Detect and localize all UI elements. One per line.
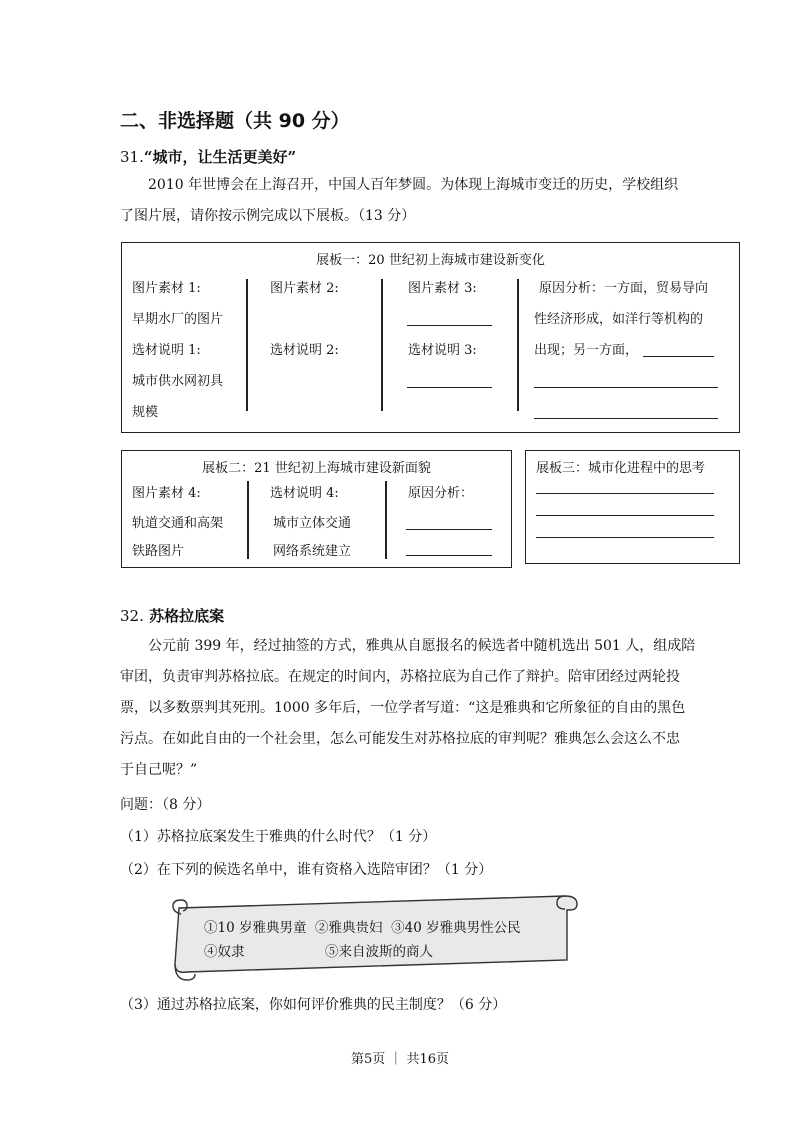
answer-blank[interactable]: [406, 529, 492, 530]
board-one-col1-item: 选材说明 1:: [132, 343, 201, 358]
board-one-col4-item: 性经济形成，如洋行等机构的: [534, 312, 704, 327]
board-one-col2-item: 选材说明 2:: [270, 343, 339, 358]
board-three: [525, 450, 740, 564]
board-one-col3-item: 选材说明 3:: [408, 343, 477, 358]
q31-number: 31.: [120, 148, 144, 166]
answer-blank[interactable]: [407, 325, 492, 326]
candidate-row-2a: ④奴隶: [204, 944, 245, 960]
sub-question-1: （1）苏格拉底案发生于雅典的什么时代？（1 分）: [120, 829, 437, 845]
q32-para-line: 审团，负责审判苏格拉底。在规定的时间内，苏格拉底为自己作了辩护。陪审团经过两轮投: [120, 669, 680, 685]
q32-heading: [120, 605, 224, 626]
q31-title: “城市，让生活更美好”: [143, 148, 297, 166]
board-one-col1-item: 早期水厂的图片: [132, 312, 224, 327]
divider: [517, 279, 519, 411]
board-two-col1-item: 图片素材 4:: [132, 486, 201, 501]
board-one-col3-item: 图片素材 3:: [408, 281, 477, 296]
divider: [385, 481, 387, 559]
board-two: [121, 450, 512, 568]
board-three-title: 展板三：城市化进程中的思考: [536, 461, 706, 476]
board-two-col2-item: 网络系统建立: [273, 544, 352, 559]
candidate-row-2b: ⑤来自波斯的商人: [325, 944, 433, 960]
page-footer: 第5页 ｜ 共16页: [350, 1052, 450, 1067]
sub-question-2: （2）在下列的候选名单中，谁有资格入选陪审团？（1 分）: [120, 862, 493, 878]
divider: [247, 481, 249, 559]
answer-blank[interactable]: [536, 537, 714, 538]
answer-blank[interactable]: [534, 387, 718, 388]
board-two-col1-item: 铁路图片: [132, 544, 185, 559]
answer-blank[interactable]: [536, 493, 714, 494]
divider: [246, 279, 248, 411]
board-two-col2-item: 城市立体交通: [273, 516, 352, 531]
questions-label: 问题：（8 分）: [120, 797, 211, 813]
board-one-col1-item: 规模: [132, 405, 159, 420]
q32-para-line: 污点。在如此自由的一个社会里，怎么可能发生对苏格拉底的审判呢？雅典怎么会这么不忠: [120, 731, 680, 747]
board-one-col4-item: 原因分析：一方面，贸易导向: [539, 281, 709, 296]
q31-heading: [120, 146, 296, 167]
divider: [381, 279, 383, 411]
answer-blank[interactable]: [406, 555, 492, 556]
board-one-title: 展板一：20 世纪初上海城市建设新变化: [316, 253, 545, 268]
q32-title: 苏格拉底案: [149, 607, 225, 625]
q32-para-line: 于自己呢？”: [120, 762, 198, 778]
board-one-col2-item: 图片素材 2:: [270, 281, 339, 296]
board-one-col4-item: 出现；另一方面，: [534, 343, 639, 358]
q32-para-line: 票，以多数票判其死刑。1000 多年后，一位学者写道：“这是雅典和它所象征的自由的黑色: [120, 700, 686, 716]
answer-blank[interactable]: [407, 387, 492, 388]
board-two-col3-item: 原因分析：: [408, 486, 474, 501]
q31-intro-line2: 了图片展，请你按示例完成以下展板。（13 分）: [120, 208, 416, 224]
sub-question-3: （3）通过苏格拉底案，你如何评价雅典的民主制度？（6 分）: [120, 997, 507, 1013]
board-two-title: 展板二：21 世纪初上海城市建设新面貌: [202, 461, 431, 476]
board-two-col2-item: 选材说明 4:: [270, 486, 339, 501]
q32-para-line: 公元前 399 年，经过抽签的方式，雅典从自愿报名的候选者中随机选出 501 人，组成陪: [148, 638, 696, 654]
board-two-col1-item: 轨道交通和高架: [132, 516, 224, 531]
q31-intro-line1: 2010 年世博会在上海召开，中国人百年梦圆。为体现上海城市变迁的历史，学校组织: [148, 177, 679, 193]
section-title: 二、非选择题（共 90 分）: [120, 110, 350, 132]
candidate-row-1: ①10 岁雅典男童 ②雅典贵妇 ③40 岁雅典男性公民: [204, 920, 521, 936]
answer-blank[interactable]: [643, 356, 714, 357]
board-one-col1-item: 图片素材 1:: [132, 281, 201, 296]
answer-blank[interactable]: [534, 418, 718, 419]
answer-blank[interactable]: [536, 515, 714, 516]
q32-number: 32.: [120, 607, 144, 625]
board-one-col1-item: 城市供水网初具: [132, 374, 224, 389]
board-one: [121, 242, 740, 433]
